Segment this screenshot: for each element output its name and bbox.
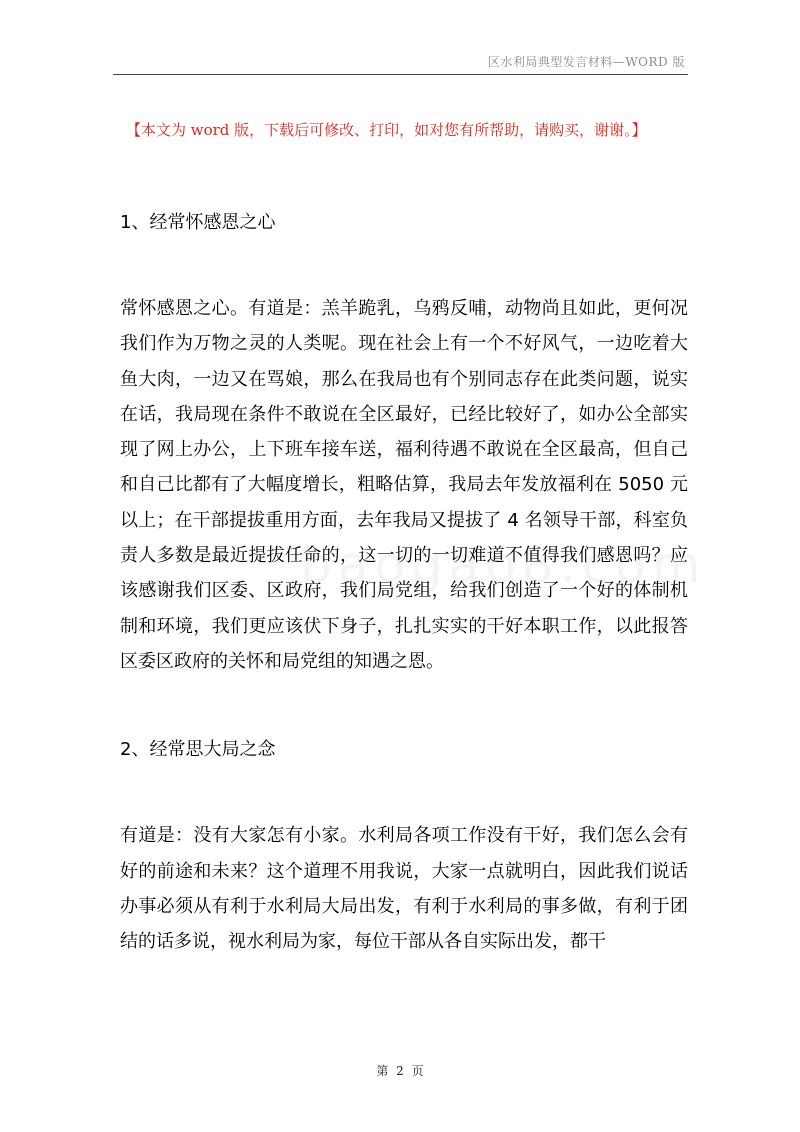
purchase-notice: 【本文为 word 版，下载后可修改、打印，如对您有所帮助，请购买，谢谢。】 <box>126 121 647 139</box>
document-body <box>120 200 688 959</box>
section-paragraph-1: 常怀感恩之心。有道是：羔羊跪乳，乌鸦反哺，动物尚且如此，更何况我们作为万物之灵的人类呢。现在社会上有一个不好风气，一边吃着大鱼大肉，一边又在骂娘，那么在我局也有个别同志存在此类问题，说实在话，我局现在条件不敢说在全区最好，已经比较好了，如办公全部实现了网上办公，上下班车接车送，福利待遇不敢说在全区最高，但自己和自己比都有了大幅度增长，粗略估算，我局去年发放福利在 5050 元以上；在干部提拔重用方面，去年我局又提拔了 4 名领导干部，科室负责人多数是最近提拔任命的，这一切的一切难道不值得我们感恩吗？应该感谢我们区委、区政府，我们局党组，给我们创造了一个好的体制机制和环境，我们更应该伏下身子，扎扎实实的干好本职工作，以此报答区委区政府的关怀和局党组的知遇之恩。 <box>120 298 688 672</box>
header-divider <box>113 74 688 75</box>
header-title: 区水利局典型发言材料—WORD 版 <box>487 55 685 69</box>
page-number: 2 <box>396 1064 404 1078</box>
section-heading-1: 1、经常怀感恩之心 <box>120 212 276 233</box>
section-heading-2: 2、经常思大局之念 <box>120 739 276 761</box>
section-paragraph-2: 有道是：没有大家怎有小家。水利局各项工作没有干好，我们怎么会有好的前途和未来？这个道理不用我说，大家一点就明白，因此我们说话办事必须从有利于水利局大局出发，有利于水利局的事多做，有利于团结的话多说，视水利局为家，每位干部从各自实际出发，都干 <box>120 825 688 953</box>
footer-prefix: 第 <box>376 1064 389 1078</box>
page-footer <box>0 1062 800 1079</box>
footer-suffix: 页 <box>411 1064 424 1078</box>
